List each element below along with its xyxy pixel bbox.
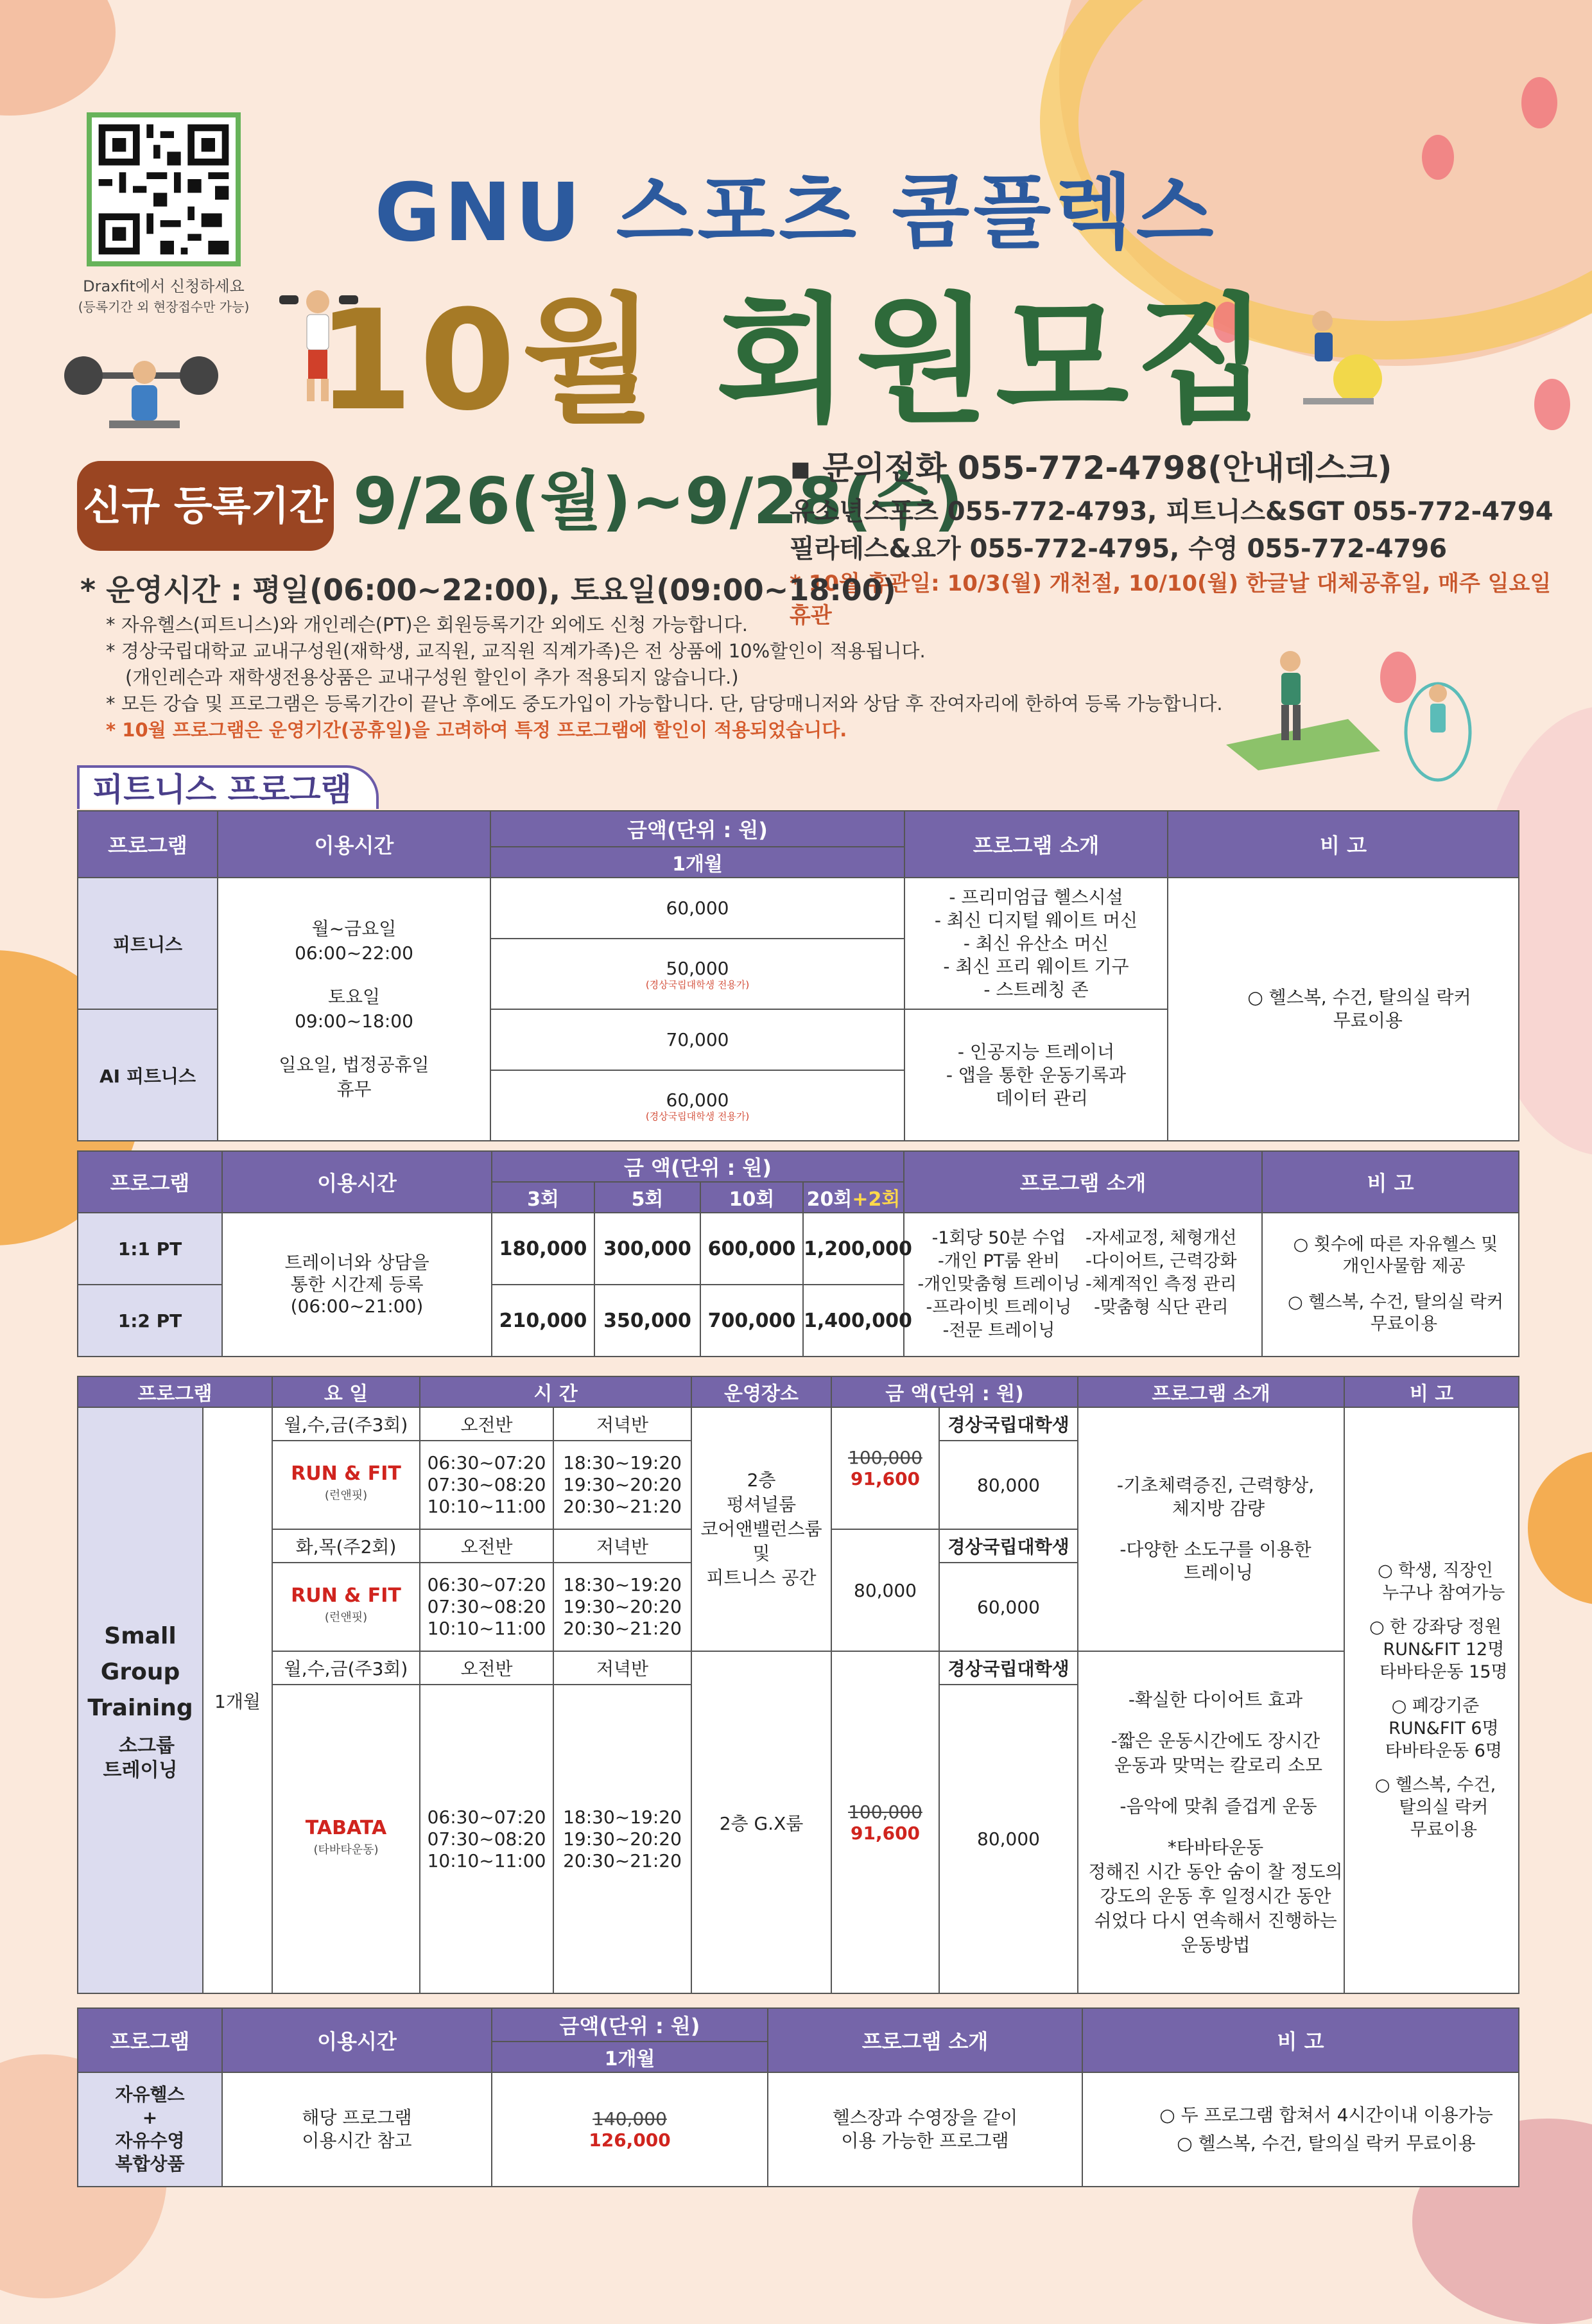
price-5: 350,000 (594, 1285, 700, 1357)
price-old: 100,000 (848, 1447, 922, 1468)
intro-line: - 최신 디지털 웨이트 머신 (934, 909, 1138, 931)
operation-note: * 자유헬스(피트니스)와 개인레슨(PT)은 회원등록기간 외에도 신청 가능합니다. (106, 614, 748, 636)
header-place: 운영장소 (691, 1376, 831, 1407)
intro-line: -기초체력증진, 근력향상, (1116, 1475, 1315, 1496)
intro-line: 정해진 시간 동안 숨이 찰 정도의 (1088, 1860, 1343, 1882)
intro-spacer (1087, 1778, 1344, 1794)
combo-intro (768, 2072, 1082, 2187)
price-10: 600,000 (700, 1213, 803, 1285)
place-line: 펑셔널룸 (726, 1494, 797, 1515)
intro-line: 이용 가능한 프로그램 (841, 2130, 1009, 2151)
usage-time (218, 878, 490, 1141)
time-slot: 18:30~19:20 (563, 1806, 682, 1828)
uni-label: 경상국립대학생 (939, 1529, 1078, 1563)
time-slot: 19:30~20:20 (563, 1828, 682, 1850)
time-slot: 06:30~07:20 (427, 1452, 546, 1473)
price-tabata (831, 1651, 939, 1993)
days-mwf: 월,수,금(주3회) (272, 1651, 420, 1685)
title-recruit (0, 250, 1592, 448)
intro-line: 트레이닝 (1177, 1562, 1254, 1583)
time-slot: 07:30~08:20 (427, 1474, 546, 1495)
operation-note: * 모든 강습 및 프로그램은 등록기간이 끝난 후에도 중도가입이 가능합니다. 단, 담당매니저와 상담 후 잔여자리에 한하여 등록 가능합니다. (106, 693, 1223, 715)
header-time: 이용시간 (222, 1151, 492, 1213)
note-line: ○ 한 강좌당 정원 (1369, 1617, 1501, 1637)
qr-note-sub: (등록기간 외 현장접수만 가능) (78, 299, 250, 315)
intro-line: -개인맞춤형 트레이닝 (917, 1274, 1080, 1294)
header-month: 1개월 (492, 2042, 768, 2072)
intro-line: -자세교정, 체형개선 (1086, 1228, 1237, 1248)
time-slot: 06:30~07:20 (427, 1806, 546, 1828)
header-time: 이용시간 (218, 811, 490, 878)
registration-badge: 신규 등록기간 (77, 461, 334, 551)
intro-line: -다이어트, 근력강화 (1086, 1251, 1237, 1271)
intro-spacer (1087, 1819, 1344, 1835)
header-20-label: 20회 (806, 1188, 852, 1211)
intro-line: -음악에 맞춰 즐겁게 운동 (1114, 1795, 1317, 1817)
operation-info (80, 568, 1492, 743)
sgt-period: 1개월 (203, 1407, 272, 1993)
intro-line: *타바타운동 (1167, 1836, 1264, 1858)
note-line: ○ 폐강기준 (1391, 1696, 1480, 1716)
header-price: 금액(단위 : 원) (492, 2008, 768, 2042)
header-intro: 프로그램 소개 (904, 811, 1168, 878)
pt-note (1262, 1213, 1519, 1357)
combo-table (77, 2007, 1519, 2187)
title-recruit-text: 회원모집 (716, 280, 1276, 441)
header-10-sessions: 10회 (700, 1182, 803, 1213)
price-cell: 60,000 (490, 878, 904, 939)
operation-note: (개인레슨과 재학생전용상품은 교내구성원 할인이 추가 적용되지 않습니다.) (125, 666, 739, 688)
header-note: 비 고 (1262, 1151, 1519, 1213)
combo-usage-time (222, 2072, 492, 2187)
contact-line2: 유소년스포츠 055-772-4793, 피트니스&SGT 055-772-4794 (790, 497, 1553, 526)
time-line: 일요일, 법정공휴일 (279, 1054, 429, 1075)
place-runfit (691, 1407, 831, 1651)
price-cell: 70,000 (490, 1009, 904, 1070)
time-spacer (218, 1034, 490, 1053)
runfit-name: RUN & FIT (291, 1462, 401, 1485)
price-new: 126,000 (589, 2129, 671, 2151)
header-note: 비 고 (1344, 1376, 1519, 1407)
note-line: ○ 헬스복, 수건, 탈의실 락커 (1247, 987, 1471, 1008)
morning-label: 오전반 (420, 1529, 553, 1563)
header-program: 프로그램 (78, 1151, 222, 1213)
note-line: 무료이용 (1316, 1010, 1403, 1031)
time-line: 월~금요일 (311, 918, 397, 939)
time-slot: 19:30~20:20 (563, 1596, 682, 1617)
intro-line: 운동과 맞먹는 칼로리 소모 (1108, 1754, 1323, 1776)
fitness-note (1168, 878, 1519, 1141)
note-line: ○ 두 프로그램 합쳐서 4시간이내 이용가능 (1159, 2104, 1493, 2126)
header-intro: 프로그램 소개 (904, 1151, 1262, 1213)
intro-line: 데이터 관리 (984, 1087, 1088, 1109)
price-new: 91,600 (850, 1822, 921, 1844)
note-line: ○ 헬스복, 수건, 탈의실 락커 무료이용 (1177, 2133, 1476, 2154)
note-spacer (1353, 1604, 1518, 1616)
place-line: 코어앤밸런스룸 (700, 1518, 822, 1539)
time-slot: 18:30~19:20 (563, 1452, 682, 1473)
header-program: 프로그램 (78, 2008, 222, 2072)
note-spacer (1273, 1278, 1518, 1292)
time-line: 트레이너와 상담을 (284, 1252, 429, 1273)
note-line: 탈의실 락커 (1382, 1798, 1489, 1817)
contact-line3: 필라테스&요가 055-772-4795, 수영 055-772-4796 (790, 534, 1448, 564)
morning-label: 오전반 (420, 1407, 553, 1441)
sgt-title-kor: 소그룹 (119, 1734, 175, 1757)
evening-times (553, 1441, 691, 1529)
header-20-sessions (803, 1182, 904, 1213)
combo-note (1082, 2072, 1519, 2187)
intro-line: - 인공지능 트레이너 (957, 1041, 1115, 1062)
runfit-sub: (런앤핏) (324, 1611, 368, 1624)
deco-drop-1 (1521, 77, 1557, 128)
note-spacer (1353, 1762, 1518, 1774)
title-month: 10월 (316, 280, 662, 441)
intro-line: -짧은 운동시간에도 장시간 (1111, 1730, 1320, 1751)
uni-label: 경상국립대학생 (939, 1651, 1078, 1685)
header-bonus-label: +2회 (852, 1188, 901, 1211)
price-5: 300,000 (594, 1213, 700, 1285)
header-time: 시 간 (420, 1376, 691, 1407)
operation-hours: * 운영시간 : 평일(06:00~22:00), 토요일(09:00~18:00) (80, 573, 896, 607)
evening-label: 저녁반 (553, 1651, 691, 1685)
intro-line: - 최신 유산소 머신 (963, 932, 1109, 954)
morning-times (420, 1685, 553, 1993)
runfit-name: RUN & FIT (291, 1584, 401, 1607)
header-day: 요 일 (272, 1376, 420, 1407)
place-line: 피트니스 공간 (706, 1567, 817, 1588)
time-slot: 06:30~07:20 (427, 1574, 546, 1595)
header-note: 비 고 (1082, 2008, 1519, 2072)
time-slot: 20:30~21:20 (563, 1496, 682, 1517)
sgt-title (78, 1407, 203, 1993)
time-slot: 07:30~08:20 (427, 1596, 546, 1617)
note-line: 개인사물함 제공 (1326, 1256, 1466, 1276)
intro-line: -확실한 다이어트 효과 (1128, 1688, 1303, 1710)
sgt-title-line: Small (104, 1622, 177, 1649)
intro-line: 체지방 감량 (1166, 1498, 1265, 1519)
program-ai-fitness: AI 피트니스 (78, 1009, 218, 1141)
sgt-title-line: Group (100, 1658, 180, 1685)
price-cell-student (490, 1070, 904, 1141)
header-intro: 프로그램 소개 (768, 2008, 1082, 2072)
header-3-sessions: 3회 (492, 1182, 594, 1213)
closed-days: * 10월 휴관일: 10/3(월) 개천절, 10/10(월) 한글날 대체공휴일, 매주 일요일 휴관 (790, 571, 1552, 629)
pt-table (77, 1150, 1519, 1357)
intro-line: -체계적인 측정 관리 (1086, 1274, 1237, 1294)
section-title: 피트니스 프로그램 (77, 765, 379, 809)
price-note: (경상국립대학생 전용가) (645, 1110, 750, 1122)
intro-line: -프라이빗 트레이닝 (926, 1297, 1072, 1317)
tabata-intro (1078, 1651, 1344, 1993)
runfit-sub: (런앤핏) (324, 1489, 368, 1502)
price-note: (경상국립대학생 전용가) (645, 978, 750, 991)
time-slot: 10:10~11:00 (427, 1618, 546, 1639)
combo-program-name (78, 2072, 222, 2187)
header-program: 프로그램 (78, 1376, 272, 1407)
intro-line: -개인 PT룸 완비 (937, 1251, 1060, 1271)
time-line: 통한 시간제 등록 (290, 1274, 424, 1295)
place-line: 2층 (747, 1470, 776, 1491)
note-line: ○ 학생, 직장인 (1378, 1561, 1493, 1581)
evening-times (553, 1685, 691, 1993)
tabata-sub: (타바타운동) (313, 1843, 379, 1857)
sgt-note (1344, 1407, 1519, 1993)
price-value: 60,000 (666, 1089, 729, 1111)
uni-label: 경상국립대학생 (939, 1407, 1078, 1441)
time-slot: 18:30~19:20 (563, 1574, 682, 1595)
deco-blob-topleft (0, 0, 116, 116)
intro-line: - 스트레칭 존 (983, 978, 1089, 1000)
header-program: 프로그램 (78, 811, 218, 878)
name-line: 자유헬스 (115, 2084, 185, 2105)
intro-line: - 최신 프리 웨이트 기구 (943, 955, 1129, 977)
price-new: 91,600 (850, 1468, 921, 1489)
place-tabata: 2층 G.X룸 (691, 1651, 831, 1993)
tabata-label (272, 1685, 420, 1993)
time-line: 09:00~18:00 (295, 1010, 413, 1032)
note-line: ○ 헬스복, 수건, (1374, 1775, 1496, 1795)
intro-spacer (1087, 1520, 1344, 1538)
evening-label: 저녁반 (553, 1407, 691, 1441)
time-slot: 07:30~08:20 (427, 1828, 546, 1850)
registration-dates: 9/26(월)~9/28(수) (353, 464, 964, 539)
note-line: RUN&FIT 6명 (1372, 1719, 1499, 1739)
program-1-1-pt: 1:1 PT (78, 1213, 222, 1285)
header-price: 금 액(단위 : 원) (831, 1376, 1078, 1407)
note-line: 누구나 참여가능 (1365, 1583, 1505, 1603)
intro-line: -다양한 소도구를 이용한 (1120, 1539, 1311, 1560)
intro-line: -전문 트레이닝 (942, 1321, 1055, 1340)
sgt-table (77, 1376, 1519, 1994)
contact-main: ▪ 문의전화 055-772-4798(안내데스크) (790, 449, 1392, 487)
qr-note-main: Draxfit에서 신청하세요 (83, 277, 245, 295)
price-20: 1,400,000 (803, 1285, 904, 1357)
uni-price: 60,000 (939, 1563, 1078, 1651)
note-spacer (1353, 1683, 1518, 1695)
time-slot: 10:10~11:00 (427, 1496, 546, 1517)
runfit-label (272, 1441, 420, 1529)
time-line: 휴무 (336, 1079, 372, 1100)
header-price: 금 액(단위 : 원) (492, 1151, 904, 1182)
price-runfit-tt: 80,000 (831, 1529, 939, 1651)
time-spacer (218, 966, 490, 985)
note-line: 무료이용 (1393, 1820, 1478, 1840)
price-runfit-mwf (831, 1407, 939, 1529)
fitness-table (77, 810, 1519, 1141)
intro-line: 운동방법 (1181, 1934, 1250, 1955)
sgt-spacer (78, 1726, 202, 1734)
intro-line: 헬스장과 수영장을 같이 (832, 2107, 1018, 2128)
program-fitness: 피트니스 (78, 878, 218, 1009)
uni-price: 80,000 (939, 1441, 1078, 1529)
days-tt: 화,목(주2회) (272, 1529, 420, 1563)
header-note: 비 고 (1168, 811, 1519, 878)
price-old: 100,000 (848, 1801, 922, 1823)
runfit-intro (1078, 1407, 1344, 1651)
runfit-label (272, 1563, 420, 1651)
name-line: + (142, 2107, 158, 2128)
sgt-title-line: Training (87, 1694, 193, 1721)
price-3: 210,000 (492, 1285, 594, 1357)
evening-label: 저녁반 (553, 1529, 691, 1563)
tabata-name: TABATA (305, 1816, 387, 1839)
fitness-intro (904, 878, 1168, 1009)
intro-line: 강도의 운동 후 일정시간 동안 (1100, 1885, 1331, 1907)
name-line: 복합상품 (115, 2153, 185, 2174)
intro-line: - 프리미엄급 헬스시설 (949, 886, 1123, 908)
header-month: 1개월 (490, 847, 904, 878)
price-10: 700,000 (700, 1285, 803, 1357)
morning-label: 오전반 (420, 1651, 553, 1685)
note-line: 타바타운동 15명 (1363, 1662, 1508, 1682)
note-line: ○ 헬스복, 수건, 탈의실 락커 (1288, 1292, 1503, 1312)
ai-fitness-intro (904, 1009, 1168, 1141)
header-time: 이용시간 (222, 2008, 492, 2072)
sgt-title-kor: 트레이닝 (103, 1758, 178, 1782)
deco-fruit-right (1528, 1451, 1592, 1605)
name-line: 자유수영 (115, 2130, 185, 2151)
intro-line: 쉬었다 다시 연속해서 진행하는 (1094, 1909, 1337, 1931)
price-20: 1,200,000 (803, 1213, 904, 1285)
note-line: 무료이용 (1353, 1314, 1438, 1334)
time-slot: 10:10~11:00 (427, 1850, 546, 1871)
pt-intro (904, 1213, 1262, 1357)
note-line: 타바타운동 6명 (1369, 1741, 1503, 1761)
time-slot: 19:30~20:20 (563, 1474, 682, 1495)
time-line: 해당 프로그램 (302, 2107, 412, 2128)
price-old: 140,000 (593, 2108, 667, 2129)
note-line: ○ 횟수에 따른 자유헬스 및 (1293, 1235, 1498, 1254)
intro-line: -맞춤형 식단 관리 (1094, 1297, 1229, 1317)
intro-spacer (1087, 1712, 1344, 1729)
title-main: GNU 스포츠 콤플렉스 (374, 166, 1218, 259)
combo-price (492, 2072, 768, 2187)
intro-line: -1회당 50분 수업 (931, 1228, 1066, 1248)
operation-note-discount: * 10월 프로그램은 운영기간(공휴일)을 고려하여 특정 프로그램에 할인이 적용되었습니다. (106, 719, 847, 741)
price-cell-student (490, 939, 904, 1009)
time-line: (06:00~21:00) (290, 1296, 424, 1317)
header-intro: 프로그램 소개 (1078, 1376, 1344, 1407)
place-line: 및 (752, 1543, 770, 1564)
header-price: 금액(단위 : 원) (490, 811, 904, 847)
header-5-sessions: 5회 (594, 1182, 700, 1213)
time-slot: 20:30~21:20 (563, 1618, 682, 1639)
price-3: 180,000 (492, 1213, 594, 1285)
evening-times (553, 1563, 691, 1651)
time-line: 이용시간 참고 (302, 2130, 412, 2151)
intro-line: - 앱을 통한 운동기록과 (946, 1064, 1127, 1086)
operation-note: * 경상국립대학교 교내구성원(재학생, 교직원, 교직원 직계가족)은 전 상품에 10%할인이 적용됩니다. (106, 640, 926, 662)
morning-times (420, 1563, 553, 1651)
time-slot: 20:30~21:20 (563, 1850, 682, 1871)
pt-usage-time (222, 1213, 492, 1357)
days-mwf: 월,수,금(주3회) (272, 1407, 420, 1441)
note-line: RUN&FIT 12명 (1366, 1640, 1505, 1660)
price-value: 50,000 (666, 957, 729, 979)
morning-times (420, 1441, 553, 1529)
program-1-2-pt: 1:2 PT (78, 1285, 222, 1357)
time-line: 06:00~22:00 (295, 942, 413, 964)
time-line: 토요일 (327, 986, 381, 1007)
uni-price: 80,000 (939, 1685, 1078, 1993)
